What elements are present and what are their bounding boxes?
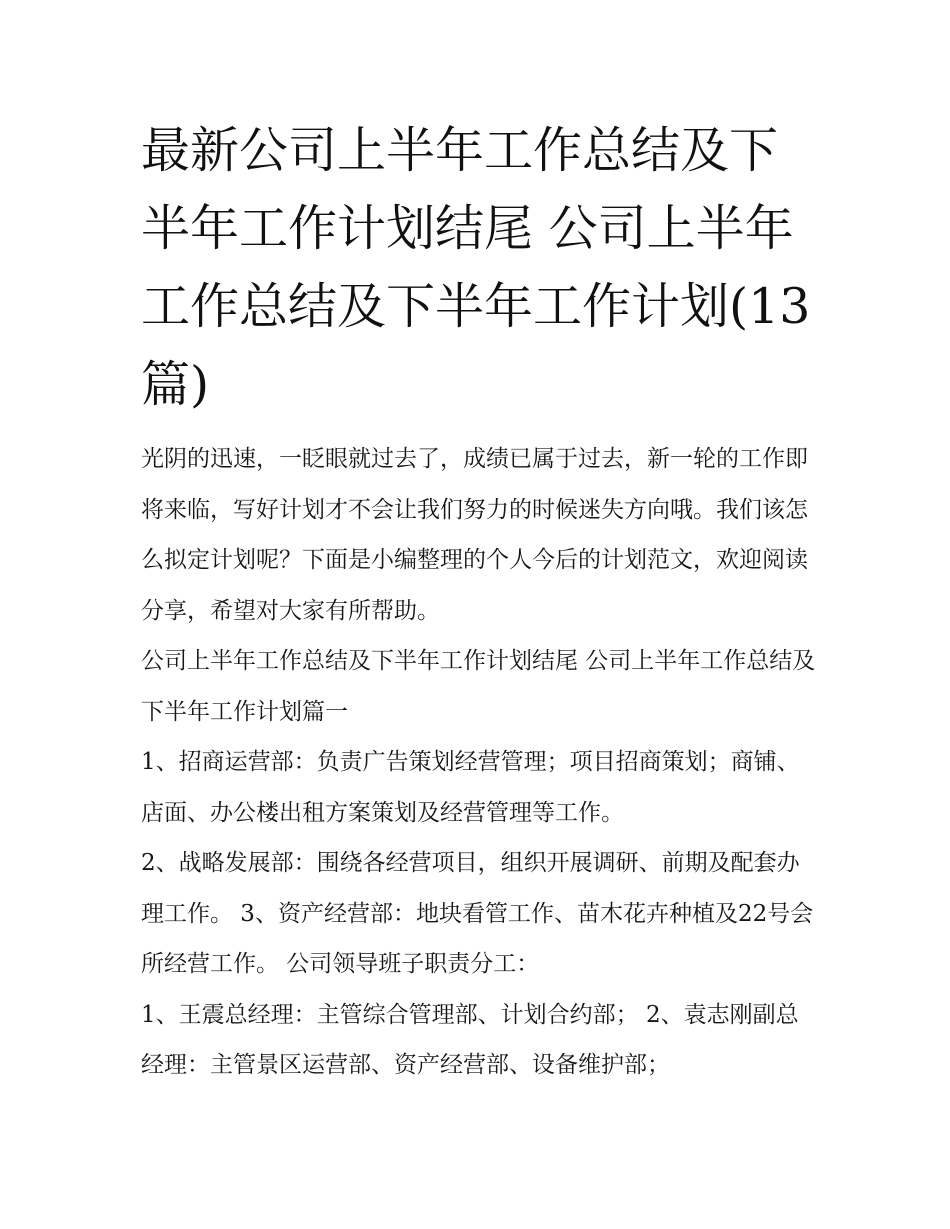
- document-title: 最新公司上半年工作总结及下半年工作计划结尾 公司上半年工作总结及下半年工作计划(13篇): [141, 122, 811, 413]
- paragraph-item: 1、招商运营部：负责广告策划经营管理；项目招商策划；商铺、店面、办公楼出租方案策划及经营管理等工作。: [141, 749, 800, 826]
- document-body: [141, 434, 816, 1091]
- section-heading: 公司上半年工作总结及下半年工作计划结尾 公司上半年工作总结及下半年工作计划篇一: [141, 648, 816, 725]
- paragraph-item: 2、战略发展部：围绕各经营项目，组织开展调研、前期及配套办理工作。 3、资产经营部：地块看管工作、苗木花卉种植及22号会所经营工作。 公司领导班子职责分工：: [141, 850, 814, 977]
- intro-paragraph: 光阴的迅速，一眨眼就过去了，成绩已属于过去，新一轮的工作即将来临，写好计划才不会让我们努力的时候迷失方向哦。我们该怎么拟定计划呢？下面是小编整理的个人今后的计划范文，欢迎阅读分享，希望对大家有所帮助。: [141, 446, 808, 624]
- paragraph-item: 1、王震总经理：主管综合管理部、计划合约部； 2、袁志刚副总经理：主管景区运营部、资产经营部、设备维护部；: [141, 1001, 799, 1078]
